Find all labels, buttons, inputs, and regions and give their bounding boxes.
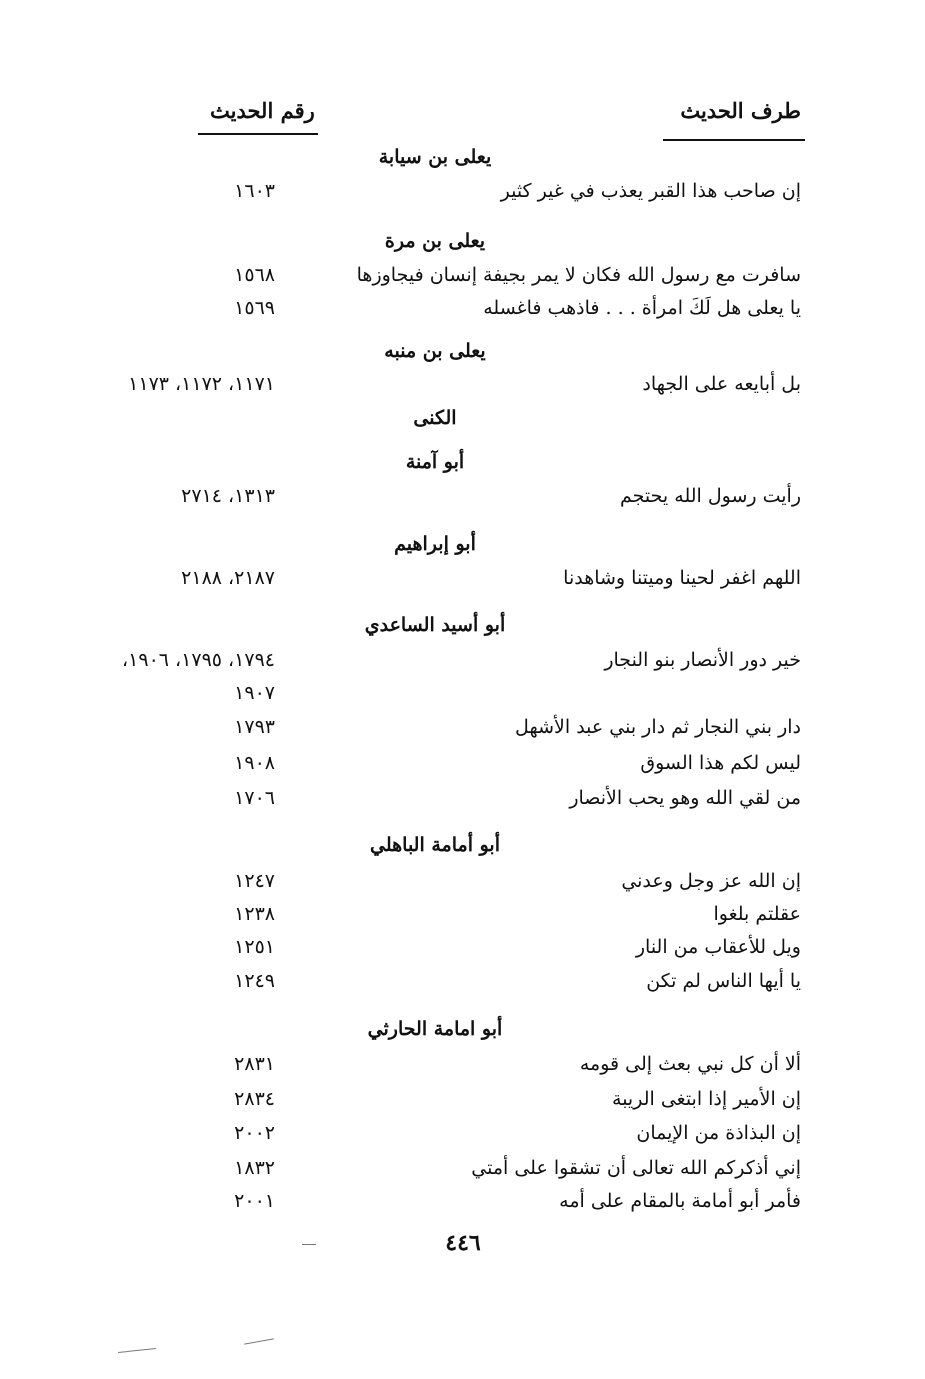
hadith-number: ١٩٠٧ xyxy=(234,682,275,704)
section-title: أبو آمنة xyxy=(405,451,465,473)
hadith-text: يا يعلى هل لَكَ امرأة . . . فاذهب فاغسله xyxy=(483,297,801,319)
column-header-hadith-text: طرف الحديث xyxy=(680,98,801,123)
hadith-text: فأمر أبو أمامة بالمقام على أمه xyxy=(559,1190,801,1212)
hadith-text: سافرت مع رسول الله فكان لا يمر بجيفة إنسان فيجاوزها xyxy=(356,264,801,286)
hadith-text: اللهم اغفر لحينا وميتنا وشاهدنا xyxy=(563,567,801,589)
hadith-number: ١٢٣٨ xyxy=(234,903,275,925)
hadith-number: ١١٧١، ١١٧٢، ١١٧٣ xyxy=(128,373,275,395)
hadith-text: عقلتم بلغوا xyxy=(713,903,801,925)
scan-mark xyxy=(118,1348,156,1353)
hadith-text: من لقي الله وهو يحب الأنصار xyxy=(569,787,801,809)
section-title: الكنى xyxy=(413,407,457,429)
hadith-text: بل أبايعه على الجهاد xyxy=(642,373,801,395)
page-number: ٤٤٦ xyxy=(445,1230,481,1256)
hadith-text: إن صاحب هذا القبر يعذب في غير كثير xyxy=(500,180,801,202)
section-title: أبو أمامة الباهلي xyxy=(370,834,500,856)
hadith-number: ١٩٠٨ xyxy=(234,752,275,774)
hadith-number: ١٧٠٦ xyxy=(234,787,275,809)
header-underline-left xyxy=(198,133,318,135)
hadith-text: ليس لكم هذا السوق xyxy=(640,752,801,774)
hadith-number: ١٢٤٧ xyxy=(234,870,275,892)
hadith-number: ١٦٠٣ xyxy=(234,180,275,202)
hadith-number: ١٥٦٨ xyxy=(234,264,275,286)
hadith-number: ١٢٥١ xyxy=(234,936,275,958)
section-title: أبو امامة الحارثي xyxy=(367,1018,503,1040)
hadith-text: دار بني النجار ثم دار بني عبد الأشهل xyxy=(514,716,801,738)
hadith-text: رأيت رسول الله يحتجم xyxy=(620,485,801,507)
column-header-hadith-number: رقم الحديث xyxy=(210,98,315,123)
hadith-text: إني أذكركم الله تعالى أن تشقوا على أمتي xyxy=(471,1157,801,1179)
hadith-number: ١٢٤٩ xyxy=(234,970,275,992)
hadith-text: ألا أن كل نبي بعث إلى قومه xyxy=(579,1053,801,1075)
section-title: يعلى بن مرة xyxy=(384,230,486,252)
hadith-text: ويل للأعقاب من النار xyxy=(635,936,801,958)
hadith-text: إن الأمير إذا ابتغى الريبة xyxy=(612,1088,801,1110)
scan-mark xyxy=(244,1338,274,1344)
hadith-number: ١٧٩٤، ١٧٩٥، ١٩٠٦، xyxy=(122,649,275,671)
scan-mark xyxy=(302,1244,316,1245)
hadith-text: خير دور الأنصار بنو النجار xyxy=(604,649,801,671)
hadith-number: ١٧٩٣ xyxy=(234,716,275,738)
hadith-text: إن البذاذة من الإيمان xyxy=(636,1122,801,1144)
hadith-number: ١٣١٣، ٢٧١٤ xyxy=(181,485,275,507)
hadith-text: إن الله عز وجل وعدني xyxy=(621,870,801,892)
section-title: أبو أسيد الساعدي xyxy=(364,614,506,636)
hadith-number: ٢١٨٧، ٢١٨٨ xyxy=(181,567,275,589)
hadith-number: ٢٨٣٤ xyxy=(234,1088,275,1110)
hadith-number: ١٨٣٢ xyxy=(234,1157,275,1179)
section-title: يعلى بن منبه xyxy=(384,340,486,362)
hadith-number: ٢٠٠٢ xyxy=(234,1122,275,1144)
hadith-number: ٢٠٠١ xyxy=(234,1190,275,1212)
section-title: يعلى بن سيابة xyxy=(378,146,492,168)
hadith-text: يا أيها الناس لم تكن xyxy=(646,970,801,992)
hadith-number: ٢٨٣١ xyxy=(234,1053,275,1075)
section-title: أبو إبراهيم xyxy=(394,533,476,555)
hadith-number: ١٥٦٩ xyxy=(234,297,275,319)
header-underline-right xyxy=(663,139,805,141)
